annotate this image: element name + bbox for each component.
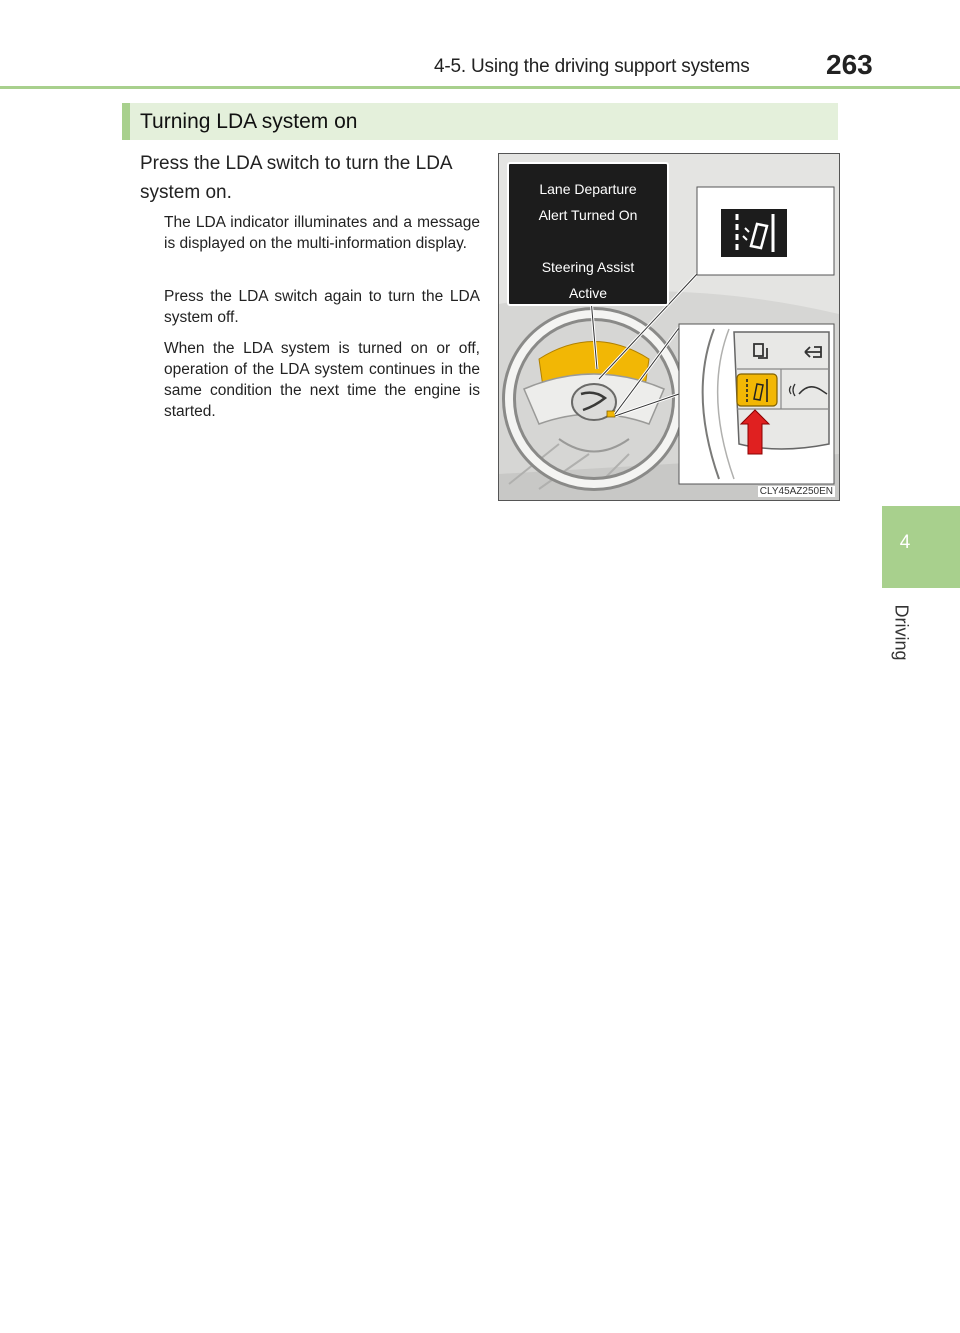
message-line-4: Active — [568, 285, 608, 301]
message-line-2: Alert Turned On — [538, 207, 638, 223]
chapter-number: 4 — [899, 532, 911, 553]
note-paragraph-1: The LDA indicator illuminates and a message is displayed on the multi-information display. — [164, 214, 480, 252]
lda-indicator-inset — [697, 187, 834, 275]
note-paragraph-2: Press the LDA switch again to turn the LDA system off. — [164, 288, 480, 326]
header-section-title: 4-5. Using the driving support systems — [434, 56, 750, 77]
page-number: 263 — [826, 49, 873, 80]
chapter-label: Driving — [891, 604, 912, 661]
multi-information-display-message — [507, 162, 669, 306]
lda-figure — [498, 153, 840, 501]
message-line-3: Steering Assist — [541, 259, 635, 275]
header-divider — [0, 86, 960, 89]
chapter-tab — [882, 506, 960, 588]
message-line-1: Lane Departure — [539, 181, 637, 197]
lead-paragraph: Press the LDA switch to turn the LDA system on. — [140, 153, 452, 203]
figure-code: CLY45AZ250EN — [759, 486, 833, 497]
heading-accent-bar — [122, 103, 130, 140]
lda-switch-icon — [737, 374, 777, 406]
section-heading-title: Turning LDA system on — [140, 110, 358, 133]
section-heading — [122, 103, 838, 140]
lda-switch-inset — [679, 324, 834, 484]
note-paragraph-3: When the LDA system is turned on or off, operation of the LDA system continues in the same condition the next time the engine is started. — [164, 340, 480, 420]
